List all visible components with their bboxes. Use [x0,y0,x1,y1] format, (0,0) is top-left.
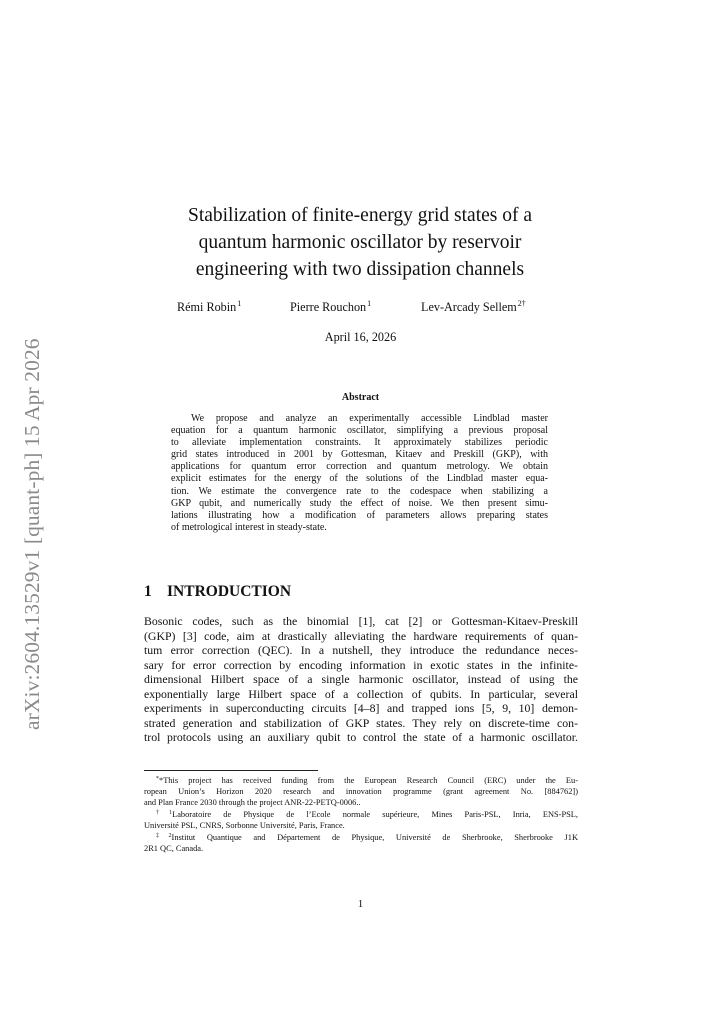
abstract-line: grid states introduced in 2001 by Gottesman, Kitaev and Preskill (GKP), with [171,449,548,461]
footnote-text: *This project has received funding from the European Research Council (ERC) under the Eu- [159,776,578,785]
body-line: tum error correction (QEC). In a nutshell, they introduce the redundance neces- [144,643,578,657]
abstract-line: We propose and analyze an experimentally accessible Lindblad master [191,413,548,424]
author-name: Rémi Robin [177,300,237,314]
abstract-line: of metrological interest in steady-state. [171,521,327,533]
author-affiliation-mark: 1 [237,299,242,308]
abstract-line: explicit estimates for the energy of the solutions of the Lindblad master equa- [171,473,548,485]
author [421,299,526,315]
publication-date: April 16, 2026 [324,330,397,344]
abstract-line: lations illustrating how a modification of parameters allows preparing states [171,509,548,521]
body-line: experiments in superconducting circuits [4–8] and trapped ions [5, 9, 10] demon- [144,701,578,715]
author-name: Lev-Arcady Sellem [421,300,517,314]
section-title: INTRODUCTION [167,583,292,600]
body-line: Bosonic codes, such as the binomial [1], cat [2] or Gottesman-Kitaev-Preskill [144,614,578,628]
abstract-line: tion. We estimate the convergence rate to the codespace when stabilizing a [171,485,548,497]
footnotes [144,774,578,854]
section-number: 1 [144,583,152,600]
abstract-text [171,413,548,534]
footnote-rule [144,770,318,771]
abstract-line: to alleviate implementation constraints. It approximately stabilizes periodic [171,437,548,449]
footnote-line [144,774,578,786]
author-affiliation-mark: 1 [367,299,372,308]
footnote-mark: ‡2 [156,833,172,839]
footnote-text: Laboratoire de Physique de l’Ecole normale supérieure, Mines Paris-PSL, Inria, ENS-PSL, [172,810,578,819]
footnote-text: Institut Quantique and Département de Physique, Université de Sherbrooke, Sherbrooke J1K [171,833,579,842]
paper-title [140,202,580,283]
body-line: exponentially large Hilbert space of a collection of qubits. In particular, several [144,686,578,701]
footnote-line [144,831,578,843]
footnote-mark: †1 [156,810,173,816]
title-line: Stabilization of finite-energy grid states of a [187,205,533,226]
body-line: dimensional Hilbert space of a single harmonic oscillator, instead of using the [144,672,578,686]
footnote-line: 2R1 QC, Canada. [144,844,204,853]
abstract-line: GKP qubit, and numerically study the effect of noise. We then present simu- [171,497,548,509]
body-line: strated generation and stabilization of GKP states. They rely on discrete-time con- [144,715,578,730]
footnote-line [144,808,578,820]
title-line: engineering with two dissipation channels [195,259,525,280]
abstract-heading: Abstract [341,392,380,403]
title-line: quantum harmonic oscillator by reservoir [198,232,522,253]
body-line: (GKP) [3] code, aim at drastically alleviating the hardware requirements of quan- [144,628,578,643]
author-name: Pierre Rouchon [290,300,367,314]
section-heading [144,583,291,601]
arxiv-sidebar [4,284,60,730]
footnote-line: ropean Union’s Horizon 2020 research and innovation programme (grant agreement No. [884762]) [144,787,578,796]
author [177,299,241,315]
footnote-line: Université PSL, CNRS, Sorbonne Université, Paris, France. [144,821,345,830]
author-affiliation-mark: 2† [517,299,526,308]
abstract-line: applications for quantum error correction and quantum metrology. We obtain [171,461,548,473]
body-line: sary for error correction by encoding information in exotic states in the infinite- [144,657,578,672]
body-line: trol protocols using an auxiliary qubit to control the state of a harmonic oscillator. [144,730,578,744]
introduction-paragraph [144,614,578,745]
footnote-mark: * [156,776,159,782]
page-number: 1 [357,898,364,910]
abstract-line: equation for a quantum harmonic oscillator, simplifying a previous proposal [171,425,548,437]
arxiv-identifier: arXiv:2604.13529v1 [quant-ph] 15 Apr 2026 [20,338,44,730]
footnote-line: and Plan France 2030 through the project ANR-22-PETQ-0006.. [144,798,361,807]
author [290,299,371,315]
